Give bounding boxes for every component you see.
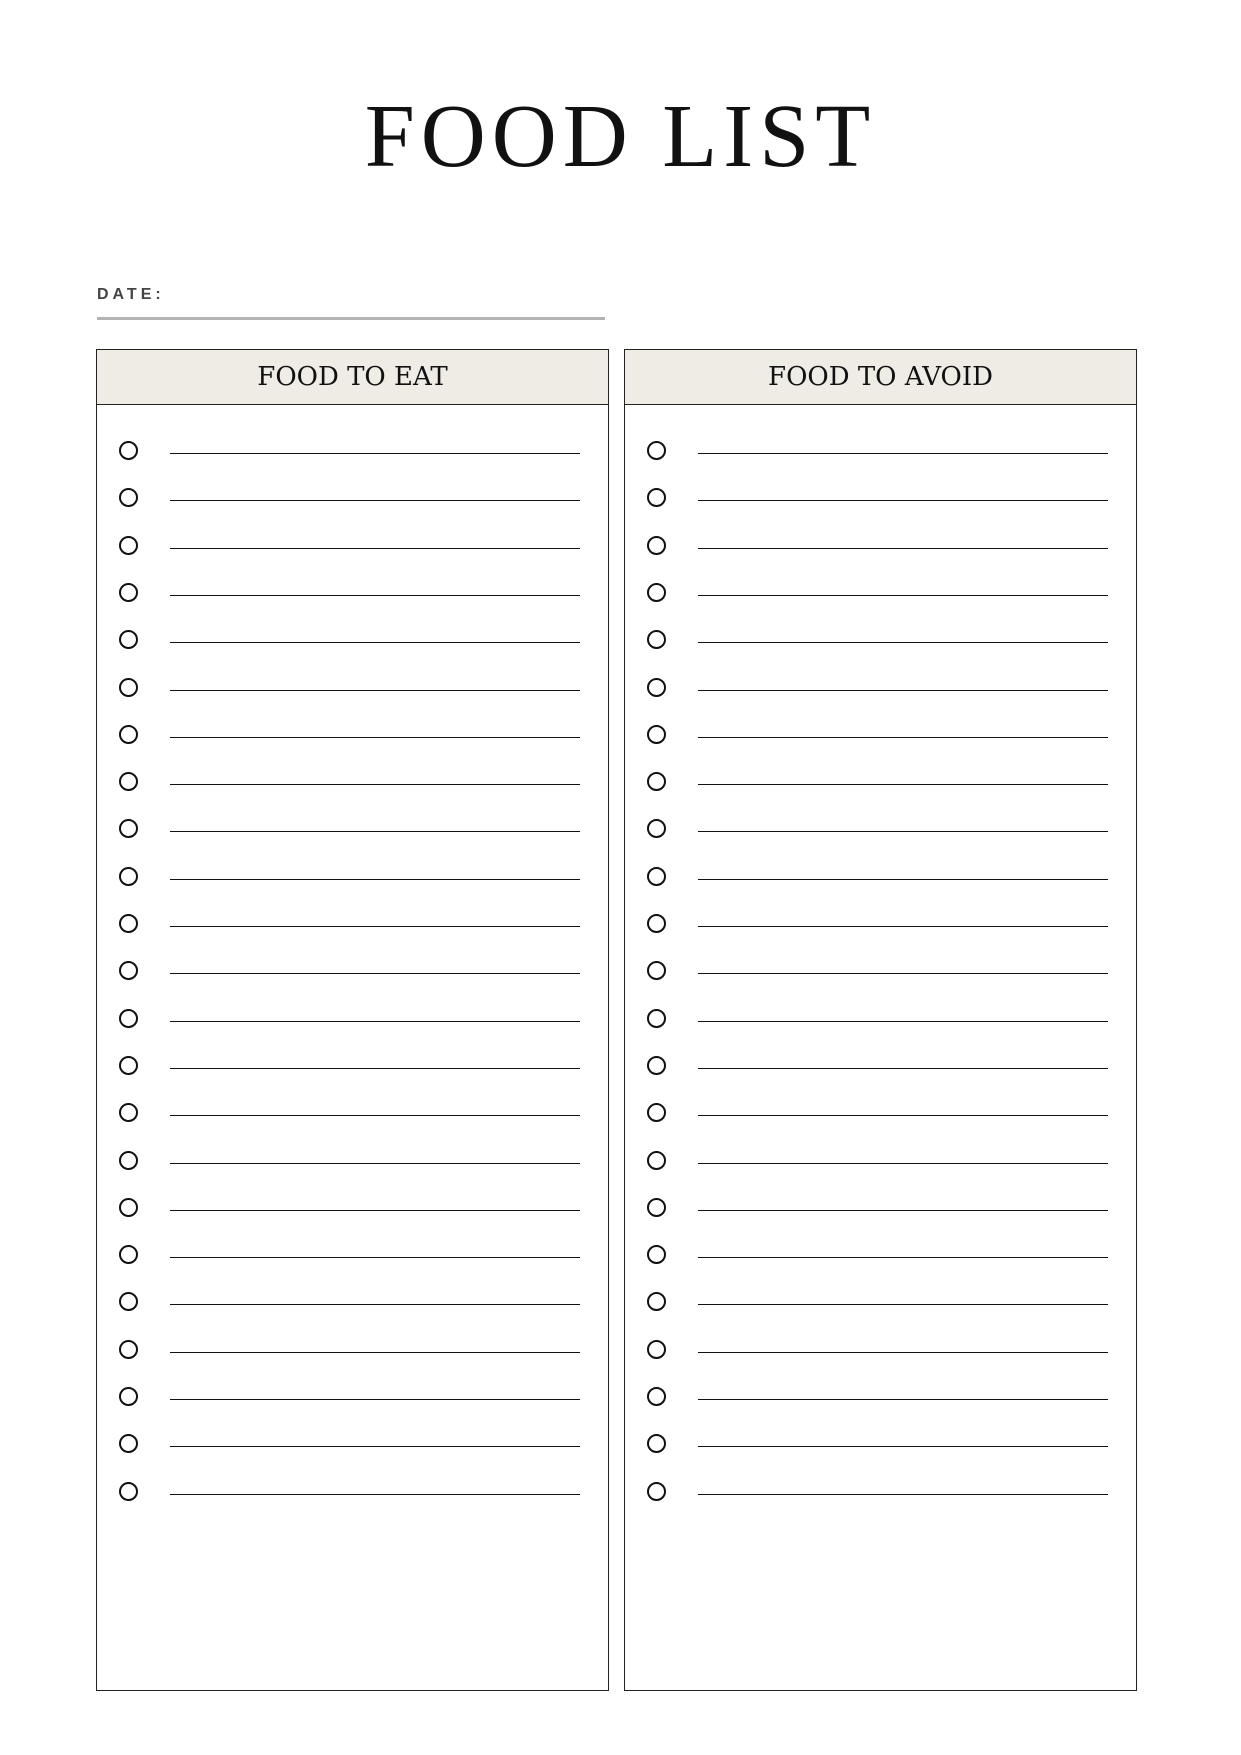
list-item bbox=[625, 1431, 1136, 1461]
checkbox-circle[interactable] bbox=[119, 536, 138, 555]
write-in-line[interactable] bbox=[698, 595, 1108, 596]
list-item bbox=[97, 769, 608, 799]
list-item bbox=[97, 627, 608, 657]
checkbox-circle[interactable] bbox=[119, 914, 138, 933]
write-in-line[interactable] bbox=[170, 1399, 580, 1400]
list-item bbox=[97, 911, 608, 941]
list-item bbox=[625, 580, 1136, 610]
checkbox-circle[interactable] bbox=[647, 1151, 666, 1170]
write-in-line[interactable] bbox=[698, 500, 1108, 501]
write-in-line[interactable] bbox=[170, 1115, 580, 1116]
list-item bbox=[625, 1053, 1136, 1083]
list-item bbox=[625, 1100, 1136, 1130]
checkbox-circle[interactable] bbox=[647, 1387, 666, 1406]
checkbox-circle[interactable] bbox=[647, 914, 666, 933]
write-in-line[interactable] bbox=[170, 1304, 580, 1305]
checkbox-circle[interactable] bbox=[119, 1009, 138, 1028]
write-in-line[interactable] bbox=[170, 1446, 580, 1447]
write-in-line[interactable] bbox=[170, 548, 580, 549]
checkbox-circle[interactable] bbox=[119, 772, 138, 791]
list-item bbox=[625, 1195, 1136, 1225]
write-in-line[interactable] bbox=[698, 1494, 1108, 1495]
checkbox-circle[interactable] bbox=[647, 488, 666, 507]
write-in-line[interactable] bbox=[170, 831, 580, 832]
write-in-line[interactable] bbox=[170, 500, 580, 501]
write-in-line[interactable] bbox=[698, 1021, 1108, 1022]
write-in-line[interactable] bbox=[698, 1163, 1108, 1164]
list-item bbox=[625, 911, 1136, 941]
write-in-line[interactable] bbox=[698, 1399, 1108, 1400]
food-to-eat-list bbox=[97, 405, 608, 1690]
write-in-line[interactable] bbox=[698, 831, 1108, 832]
write-in-line[interactable] bbox=[170, 973, 580, 974]
checkbox-circle[interactable] bbox=[119, 1482, 138, 1501]
list-item bbox=[97, 580, 608, 610]
write-in-line[interactable] bbox=[698, 879, 1108, 880]
write-in-line[interactable] bbox=[170, 690, 580, 691]
checkbox-circle[interactable] bbox=[119, 1340, 138, 1359]
checkbox-circle[interactable] bbox=[119, 1245, 138, 1264]
write-in-line[interactable] bbox=[698, 973, 1108, 974]
list-item bbox=[97, 1289, 608, 1319]
checkbox-circle[interactable] bbox=[647, 630, 666, 649]
checkbox-circle[interactable] bbox=[647, 725, 666, 744]
list-item bbox=[97, 1100, 608, 1130]
checkbox-circle[interactable] bbox=[647, 1434, 666, 1453]
list-item bbox=[97, 864, 608, 894]
list-item bbox=[625, 1479, 1136, 1509]
checkbox-circle[interactable] bbox=[119, 1151, 138, 1170]
page-title: FOOD LIST bbox=[364, 87, 877, 186]
write-in-line[interactable] bbox=[170, 784, 580, 785]
write-in-line[interactable] bbox=[698, 1115, 1108, 1116]
checkbox-circle[interactable] bbox=[119, 1292, 138, 1311]
list-item bbox=[97, 722, 608, 752]
food-to-eat-column bbox=[96, 349, 609, 1691]
list-item bbox=[97, 1242, 608, 1272]
write-in-line[interactable] bbox=[698, 926, 1108, 927]
list-item bbox=[625, 1384, 1136, 1414]
write-in-line[interactable] bbox=[170, 1068, 580, 1069]
checkbox-circle[interactable] bbox=[119, 583, 138, 602]
checkbox-circle[interactable] bbox=[119, 867, 138, 886]
list-item bbox=[97, 1148, 608, 1178]
checkbox-circle[interactable] bbox=[119, 1198, 138, 1217]
list-item bbox=[625, 1148, 1136, 1178]
write-in-line[interactable] bbox=[698, 690, 1108, 691]
food-to-avoid-column bbox=[624, 349, 1137, 1691]
checkbox-circle[interactable] bbox=[119, 1056, 138, 1075]
checkbox-circle[interactable] bbox=[119, 1434, 138, 1453]
write-in-line[interactable] bbox=[170, 1163, 580, 1164]
food-to-avoid-header: FOOD TO AVOID bbox=[625, 350, 1136, 405]
write-in-line[interactable] bbox=[170, 1210, 580, 1211]
checkbox-circle[interactable] bbox=[647, 867, 666, 886]
list-item bbox=[625, 769, 1136, 799]
write-in-line[interactable] bbox=[170, 642, 580, 643]
checkbox-circle[interactable] bbox=[119, 819, 138, 838]
checkbox-circle[interactable] bbox=[647, 1056, 666, 1075]
write-in-line[interactable] bbox=[170, 1352, 580, 1353]
food-to-avoid-list bbox=[625, 405, 1136, 1690]
checkbox-circle[interactable] bbox=[647, 819, 666, 838]
write-in-line[interactable] bbox=[698, 642, 1108, 643]
write-in-line[interactable] bbox=[170, 879, 580, 880]
date-row bbox=[97, 286, 605, 322]
list-item bbox=[625, 722, 1136, 752]
list-item bbox=[97, 675, 608, 705]
write-in-line[interactable] bbox=[698, 1352, 1108, 1353]
checkbox-circle[interactable] bbox=[119, 1103, 138, 1122]
list-item bbox=[625, 675, 1136, 705]
date-input-line[interactable] bbox=[97, 317, 605, 320]
checkbox-circle[interactable] bbox=[119, 488, 138, 507]
write-in-line[interactable] bbox=[698, 453, 1108, 454]
checkbox-circle[interactable] bbox=[647, 536, 666, 555]
write-in-line[interactable] bbox=[170, 1494, 580, 1495]
list-item bbox=[97, 1337, 608, 1367]
checkbox-circle[interactable] bbox=[647, 1245, 666, 1264]
checkbox-circle[interactable] bbox=[119, 630, 138, 649]
write-in-line[interactable] bbox=[170, 453, 580, 454]
checkbox-circle[interactable] bbox=[647, 1198, 666, 1217]
checkbox-circle[interactable] bbox=[119, 441, 138, 460]
checkbox-circle[interactable] bbox=[647, 961, 666, 980]
checkbox-circle[interactable] bbox=[647, 1009, 666, 1028]
checkbox-circle[interactable] bbox=[119, 961, 138, 980]
write-in-line[interactable] bbox=[698, 1446, 1108, 1447]
checkbox-circle[interactable] bbox=[119, 725, 138, 744]
list-item bbox=[625, 438, 1136, 468]
checkbox-circle[interactable] bbox=[647, 1292, 666, 1311]
list-item bbox=[625, 1006, 1136, 1036]
list-item bbox=[97, 1479, 608, 1509]
list-item bbox=[625, 533, 1136, 563]
write-in-line[interactable] bbox=[698, 784, 1108, 785]
checkbox-circle[interactable] bbox=[647, 1482, 666, 1501]
checkbox-circle[interactable] bbox=[119, 1387, 138, 1406]
list-item bbox=[625, 1337, 1136, 1367]
list-item bbox=[97, 1195, 608, 1225]
write-in-line[interactable] bbox=[698, 1068, 1108, 1069]
checkbox-circle[interactable] bbox=[647, 1340, 666, 1359]
list-item bbox=[97, 533, 608, 563]
write-in-line[interactable] bbox=[698, 1257, 1108, 1258]
checkbox-circle[interactable] bbox=[647, 1103, 666, 1122]
list-item bbox=[97, 1431, 608, 1461]
list-item bbox=[625, 864, 1136, 894]
write-in-line[interactable] bbox=[170, 595, 580, 596]
list-item bbox=[625, 627, 1136, 657]
list-item bbox=[625, 1289, 1136, 1319]
list-item bbox=[97, 816, 608, 846]
checkbox-circle[interactable] bbox=[647, 441, 666, 460]
write-in-line[interactable] bbox=[698, 1304, 1108, 1305]
list-item bbox=[97, 485, 608, 515]
write-in-line[interactable] bbox=[170, 926, 580, 927]
list-item bbox=[97, 958, 608, 988]
list-item bbox=[625, 816, 1136, 846]
food-to-eat-header: FOOD TO EAT bbox=[97, 350, 608, 405]
checkbox-circle[interactable] bbox=[647, 583, 666, 602]
list-item bbox=[97, 1053, 608, 1083]
list-item bbox=[97, 1384, 608, 1414]
write-in-line[interactable] bbox=[698, 737, 1108, 738]
write-in-line[interactable] bbox=[170, 1257, 580, 1258]
write-in-line[interactable] bbox=[170, 737, 580, 738]
write-in-line[interactable] bbox=[698, 548, 1108, 549]
list-item bbox=[625, 958, 1136, 988]
write-in-line[interactable] bbox=[698, 1210, 1108, 1211]
list-item bbox=[625, 1242, 1136, 1272]
write-in-line[interactable] bbox=[170, 1021, 580, 1022]
list-item bbox=[625, 485, 1136, 515]
checkbox-circle[interactable] bbox=[119, 678, 138, 697]
list-item bbox=[97, 438, 608, 468]
date-label: DATE: bbox=[97, 286, 165, 303]
list-item bbox=[97, 1006, 608, 1036]
checkbox-circle[interactable] bbox=[647, 678, 666, 697]
checkbox-circle[interactable] bbox=[647, 772, 666, 791]
